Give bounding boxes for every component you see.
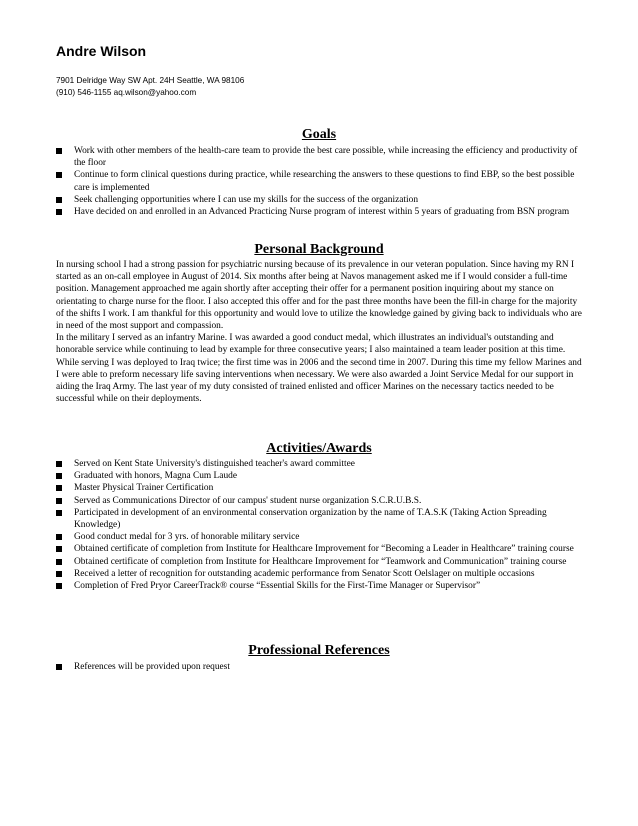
bullet-square-icon	[56, 473, 62, 479]
bullet-square-icon	[56, 546, 62, 552]
background-text	[56, 259, 584, 405]
bullet-square-icon	[56, 148, 62, 154]
bullet-square-icon	[56, 559, 62, 565]
bullet-square-icon	[56, 534, 62, 540]
activity-item: Completion of Fred Pryor CareerTrack® course “Essential Skills for the First-Time Manager or Supervisor”	[56, 580, 586, 592]
applicant-name: Andre Wilson	[56, 43, 147, 59]
bullet-square-icon	[56, 461, 62, 467]
background-heading: Personal Background	[254, 242, 384, 257]
background-paragraph: In the military I served as an infantry Marine. I was awarded a good conduct medal, which illustrates an individual's outstanding and honorable service while continuing to lead by example for three consecutive years; I also maintained a team leader position at this time. While serving I was deployed to Iraq twice; the first time was in 2006 and the second time in 2007. During this time my fellow Marines and I were able to preform necessary life saving interventions when necessary. We were also awarded a Joint Service Medal for our support in aiding the Iraq Army. The last year of my duty consisted of trained enlisted and officer Marines on the necessary tactics needed to be successful while on their deployments.	[56, 333, 582, 405]
bullet-square-icon	[56, 664, 62, 670]
activity-item: Served on Kent State University's distinguished teacher's award committee	[56, 458, 586, 470]
bullet-square-icon	[56, 510, 62, 516]
goal-item: Seek challenging opportunities where I can use my skills for the success of the organization	[56, 194, 586, 206]
activities-heading: Activities/Awards	[266, 441, 372, 456]
activity-item: Participated in development of an environmental conservation organization by the name of T.A.S.K (Taking Action Spreading Knowledge)	[56, 507, 586, 531]
background-paragraph: In nursing school I had a strong passion for psychiatric nursing because of its prevalence in our veteran population. Since having my RN I started as an on-call employee in August of 2014. Six months after being at Navos management asked me if I would consider a full-time position. Management approached me again shortly after accepting their offer for a permanent position inquiring about my stance on orientating to charge nurse for the floor. I also accepted this offer and for the past three months have been the fill-in charge for the majority of the shifts I work. I am thankful for this opportunity and would love to utilize the knowledge gained by giving back to individuals who are in need of the most support and compassion.	[56, 260, 582, 332]
bullet-square-icon	[56, 485, 62, 491]
activities-list	[56, 458, 586, 592]
activity-item: Received a letter of recognition for outstanding academic performance from Senator Scott Oelslager on multiple occasions	[56, 568, 586, 580]
goal-item: Have decided on and enrolled in an Advanced Practicing Nurse program of interest within 5 years of graduating from BSN program	[56, 206, 586, 218]
goals-heading: Goals	[301, 127, 337, 142]
bullet-square-icon	[56, 172, 62, 178]
activity-item: Served as Communications Director of our campus' student nurse organization S.C.R.U.B.S.	[56, 495, 586, 507]
address-line: 7901 Delridge Way SW Apt. 24H Seattle, WA 98106	[56, 76, 245, 85]
goal-item: Work with other members of the health-care team to provide the best care possible, while increasing the efficiency and productivity of the floor	[56, 145, 586, 169]
bullet-square-icon	[56, 583, 62, 589]
activity-item: Obtained certificate of completion from Institute for Healthcare Improvement for “Becoming a Leader in Healthcare” training course	[56, 543, 586, 555]
references-list	[56, 661, 586, 673]
reference-item: References will be provided upon request	[56, 661, 586, 673]
goal-item: Continue to form clinical questions during practice, while researching the answers to these questions to find EBP, so the best possible care is implemented	[56, 169, 586, 193]
activity-item: Good conduct medal for 3 yrs. of honorable military service	[56, 531, 586, 543]
activity-item: Obtained certificate of completion from Institute for Healthcare Improvement for “Teamwork and Communication” training course	[56, 556, 586, 568]
bullet-square-icon	[56, 571, 62, 577]
bullet-square-icon	[56, 197, 62, 203]
activity-item: Master Physical Trainer Certification	[56, 482, 586, 494]
bullet-square-icon	[56, 498, 62, 504]
bullet-square-icon	[56, 209, 62, 215]
goals-list	[56, 145, 586, 218]
activity-item: Graduated with honors, Magna Cum Laude	[56, 470, 586, 482]
references-heading: Professional References	[248, 643, 390, 658]
contact-block	[56, 75, 244, 99]
phone-email-line: (910) 546-1155 aq.wilson@yahoo.com	[56, 88, 197, 97]
